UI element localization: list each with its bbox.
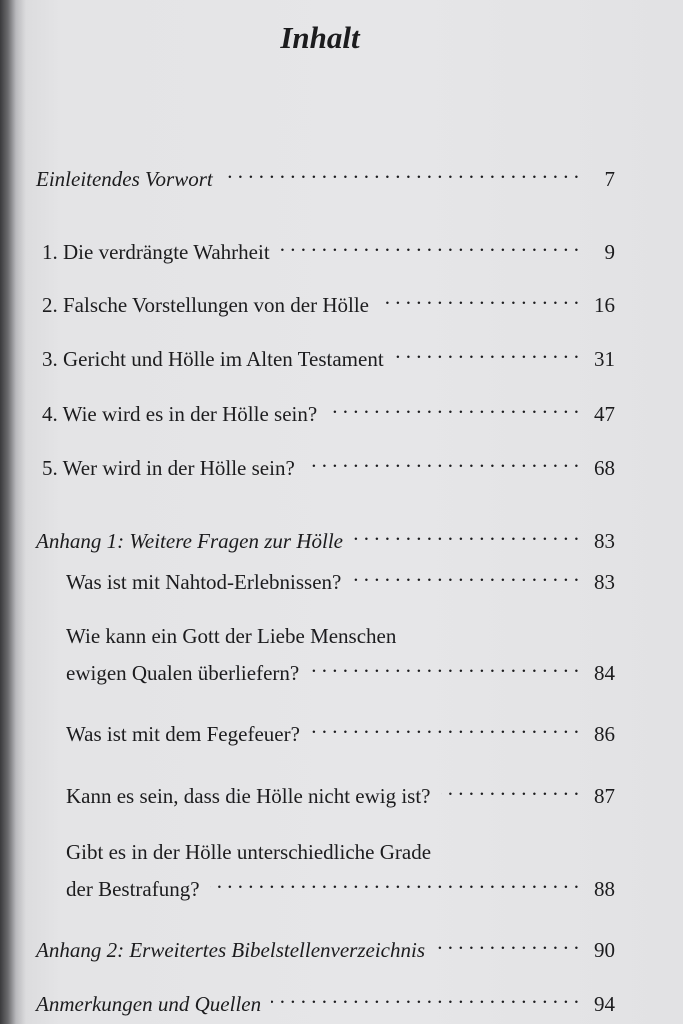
toc-label: 1. Die verdrängte Wahrheit [42, 240, 270, 264]
toc-entry [42, 446, 615, 483]
toc-label: 5. Wer wird in der Hölle sein? [42, 456, 295, 480]
dot-leader [305, 446, 579, 475]
toc-entry [66, 622, 615, 688]
toc-entry [42, 230, 615, 267]
toc-page: 90 [594, 938, 615, 962]
toc-label: Einleitendes Vorwort [36, 167, 213, 191]
toc-entry [42, 392, 615, 429]
toc-page: 83 [594, 570, 615, 594]
toc-label: Was ist mit dem Fegefeuer? [66, 722, 300, 746]
toc-label: ewigen Qualen überliefern? [66, 661, 300, 685]
dot-leader [280, 230, 579, 259]
toc-label: der Bestrafung? [66, 877, 200, 901]
toc-page: 7 [604, 167, 615, 191]
toc-entry [66, 712, 615, 749]
toc-page: 88 [594, 877, 615, 901]
toc-page: 16 [594, 293, 615, 317]
toc-entry [36, 519, 615, 556]
dot-leader [271, 982, 579, 1011]
dot-leader [394, 337, 579, 366]
toc-page: 94 [594, 992, 615, 1016]
toc-entry [36, 157, 615, 194]
dot-leader [435, 928, 579, 957]
toc-page: 84 [594, 661, 615, 685]
toc-label: 3. Gericht und Hölle im Alten Testament [42, 347, 384, 371]
dot-leader [351, 560, 579, 589]
dot-leader [309, 651, 579, 680]
toc-entry [42, 337, 615, 374]
toc-page: 31 [594, 347, 615, 371]
toc-entry [36, 982, 615, 1019]
toc-page: 87 [594, 784, 615, 808]
dot-leader [223, 157, 579, 186]
toc-page: 83 [594, 529, 615, 553]
toc-label: 2. Falsche Vorstellungen von der Hölle [42, 293, 370, 317]
toc-entry [66, 560, 615, 597]
toc-entry [66, 774, 615, 811]
dot-leader [441, 774, 579, 803]
toc-label: Anhang 2: Erweitertes Bibelstellenverzeichnis [36, 938, 425, 962]
toc-page: 47 [594, 402, 615, 426]
toc-page: 86 [594, 722, 615, 746]
toc-label-line1: Gibt es in der Hölle unterschiedliche Grade [66, 840, 432, 864]
dot-leader [327, 392, 579, 421]
toc-entry [36, 928, 615, 965]
toc-page: 9 [604, 240, 615, 264]
toc-page: 68 [594, 456, 615, 480]
dot-leader [353, 519, 579, 548]
dot-leader [210, 867, 579, 896]
toc-label: Was ist mit Nahtod-Erlebnissen? [66, 570, 342, 594]
dot-leader [379, 283, 579, 312]
toc-entry [66, 838, 615, 904]
toc-label: Kann es sein, dass die Hölle nicht ewig ist? [66, 784, 431, 808]
dot-leader [310, 712, 579, 741]
toc-label: Anhang 1: Weitere Fragen zur Hölle [36, 529, 343, 553]
page-title: Inhalt [280, 20, 360, 55]
toc-entry [42, 283, 615, 320]
toc-label: 4. Wie wird es in der Hölle sein? [42, 402, 318, 426]
toc-label: Anmerkungen und Quellen [36, 992, 262, 1016]
toc-label-line1: Wie kann ein Gott der Liebe Menschen [66, 624, 397, 648]
